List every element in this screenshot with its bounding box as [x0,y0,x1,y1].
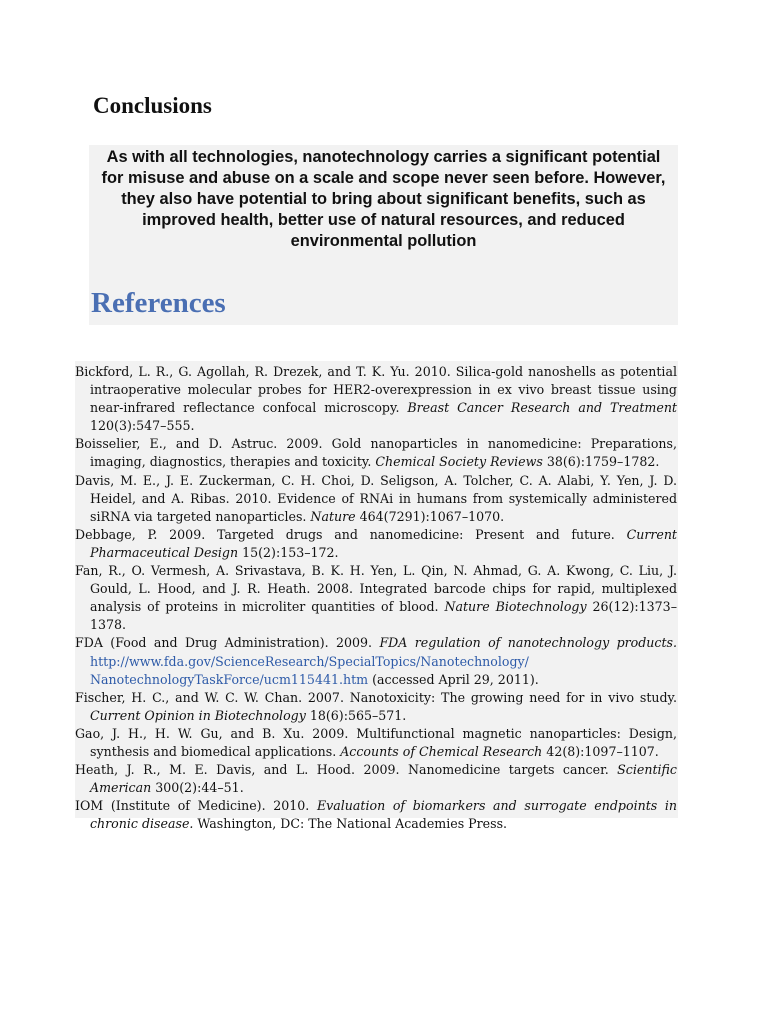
reference-list [75,363,677,833]
reference-text: Gao, J. H., H. W. Gu, and B. Xu. 2009. Multifunctional magnetic nanoparticles: Design, synthesis and biomedical applications. [75,725,677,759]
reference-journal: FDA regulation of nanotechnology products. [379,635,677,651]
conclusion-paragraph: As with all technologies, nanotechnology carries a significant potential for misuse and abuse on a scale and scope never seen before. However, they also have potential to bring about significant benefits, such as improved health, better use of natural resources, and reduced environmental pollution [101,148,666,250]
reference-journal: Current Opinion in Biotechnology [90,707,306,723]
reference-text: Bickford, L. R., G. Agollah, R. Drezek, and T. K. Yu. 2010. Silica-gold nanoshells as potential intraoperative molecular probes for HER2-overexpression in ex vivo breast tissue using near-infrared reflectance confocal microscopy. [75,364,677,416]
reference-text: Fischer, H. C., and W. C. W. Chan. 2007. Nanotoxicity: The growing need for in vivo study. [75,689,677,705]
reference-journal: Breast Cancer Research and Treatment [407,400,677,416]
reference-item [75,526,677,562]
reference-text: Davis, M. E., J. E. Zuckerman, C. H. Choi, D. Seligson, A. Tolcher, C. A. Alabi, Y. Yen, J. D. Heidel, and A. Ribas. 2010. Evidence of RNAi in humans from systemically administered siRNA via targeted nanoparticles. [75,472,677,524]
conclusions-heading: Conclusions [93,93,212,118]
reference-details: 38(6):1759–1782. [542,454,660,470]
reference-text: Fan, R., O. Vermesh, A. Srivastava, B. K. H. Yen, L. Qin, N. Ahmad, G. A. Kwong, C. Liu, J. Gould, L. Hood, and J. R. Heath. 2008. Integrated barcode chips for rapid, multiplexed analysis of proteins in microliter quantities of blood. [75,563,677,615]
reference-details: 42(8):1097–1107. [542,743,659,759]
reference-details: 26(12):1373–1378. [90,599,677,633]
reference-details: 15(2):153–172. [238,544,339,560]
reference-text: FDA (Food and Drug Administration). 2009. [75,635,380,651]
reference-item [75,472,677,526]
reference-text: Heath, J. R., M. E. Davis, and L. Hood. 2009. Nanomedicine targets cancer. [75,762,618,778]
reference-journal: Accounts of Chemical Research [340,743,543,759]
reference-text: Debbage, P. 2009. Targeted drugs and nanomedicine: Present and future. [75,526,627,542]
reference-journal: Nature [310,508,356,524]
reference-details: Washington, DC: The National Academies Press. [193,816,508,832]
reference-item [75,761,677,797]
reference-text: IOM (Institute of Medicine). 2010. [75,798,317,814]
reference-details: 120(3):547–555. [90,418,195,434]
reference-item [75,725,677,761]
reference-details: (accessed April 29, 2011). [368,671,539,687]
reference-item [75,435,677,471]
reference-details: 18(6):565–571. [305,707,407,723]
references-heading: References [91,287,226,319]
reference-journal: Scientific American [90,762,677,796]
reference-journal: Current Pharmaceutical Design [90,526,677,560]
reference-details: 300(2):44–51. [151,780,244,796]
reference-item [75,363,677,435]
reference-journal: Chemical Society Reviews [375,454,543,470]
reference-url-link[interactable]: http://www.fda.gov/ScienceResearch/SpecialTopics/Nanotechnology/ NanotechnologyTaskForce/ucm115441.htm [90,653,529,687]
reference-details: 464(7291):1067–1070. [355,508,505,524]
reference-journal: Evaluation of biomarkers and surrogate endpoints in chronic disease. [90,798,678,832]
reference-text: Boisselier, E., and D. Astruc. 2009. Gold nanoparticles in nanomedicine: Preparations, imaging, diagnostics, therapies and toxicity. [75,436,677,470]
reference-item [75,634,677,688]
reference-item [75,689,677,725]
reference-item [75,797,677,833]
reference-item [75,562,677,634]
reference-journal: Nature Biotechnology [444,599,587,615]
